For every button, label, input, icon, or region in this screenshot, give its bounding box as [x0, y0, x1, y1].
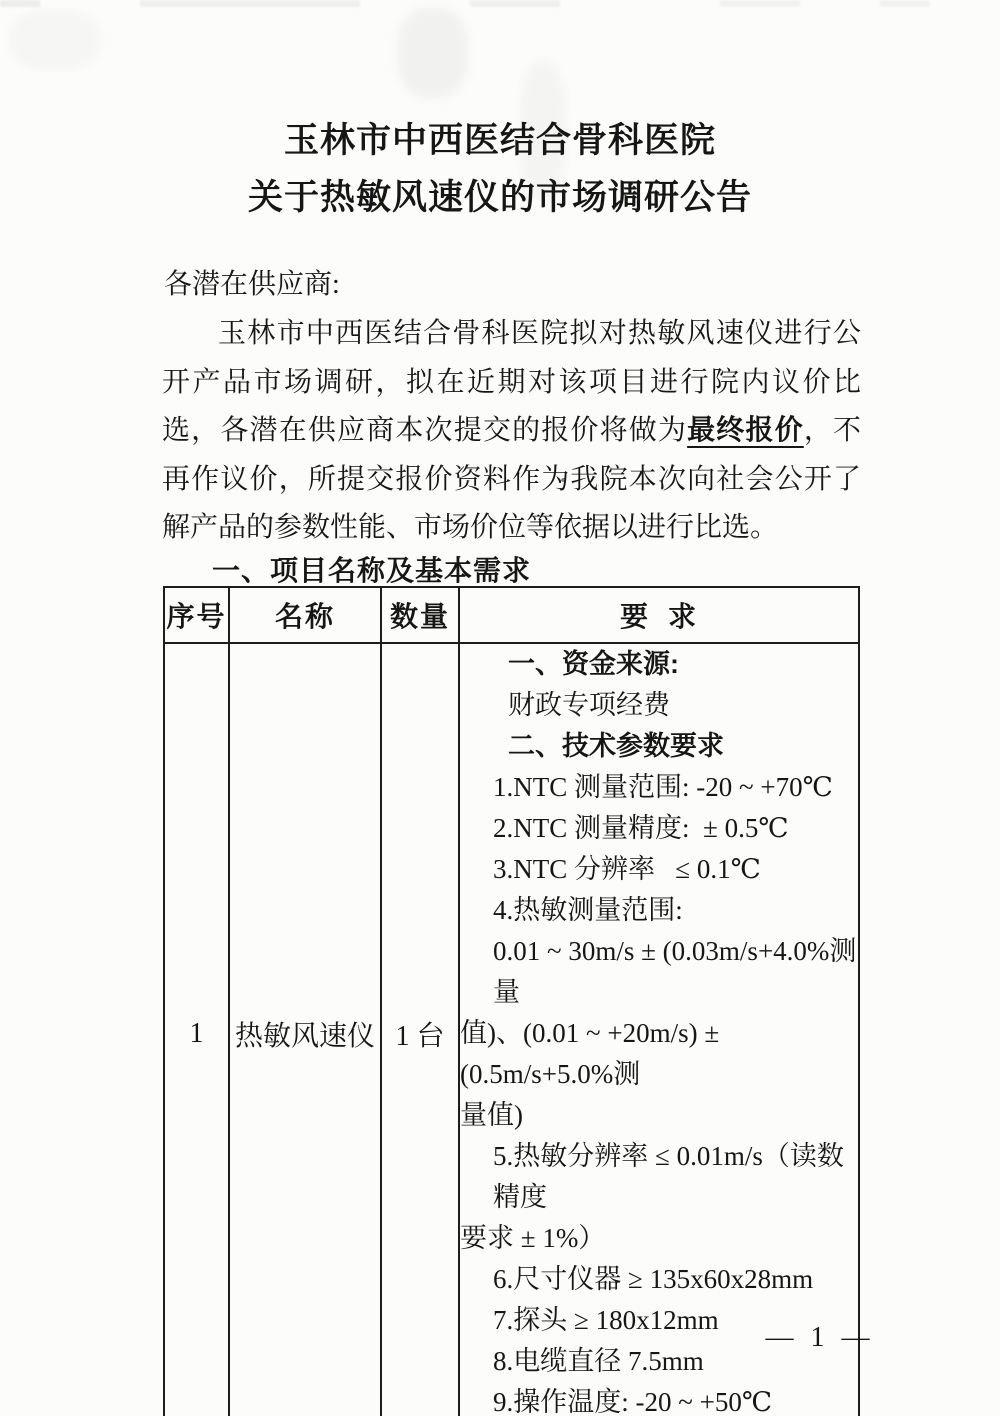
header-index: 序号: [164, 587, 229, 643]
requirement-line: 值)、(0.01 ~ +20m/s) ± (0.5m/s+5.0%测: [460, 1018, 726, 1089]
salutation: 各潜在供应商:: [164, 269, 340, 300]
header-requirements: 要 求: [459, 587, 859, 643]
header-quantity: 数量: [381, 587, 459, 643]
requirement-line: 9.操作温度: -20 ~ +50℃: [493, 1387, 773, 1416]
requirement-line: 0.01 ~ 30m/s ± (0.03m/s+4.0%测量: [493, 936, 857, 1007]
requirement-line: 8.电缆直径 7.5mm: [493, 1346, 704, 1376]
paragraph-text-before: 玉林市中西医结合骨科医院拟对热敏风速仪进行公开产品市场调研，拟在近期对该项目进行院内议价比选，各潜在供应商本次提交的报价将做为: [162, 318, 861, 446]
requirement-line: 一、资金来源:: [508, 649, 679, 679]
requirement-line: 6.尺寸仪器 ≥ 135x60x28mm: [493, 1264, 814, 1294]
page-number: — 1 —: [765, 1322, 875, 1353]
requirement-line: 要求 ± 1%）: [460, 1223, 606, 1253]
scan-artifact: [398, 8, 468, 98]
header-name: 名称: [229, 587, 381, 643]
requirement-line: 1.NTC 测量范围: -20 ~ +70℃: [493, 772, 833, 802]
paragraph-text-after: ，不再作议价，所提交报价资料作为我院本次向社会公开了解产品的参数性能、市场价位等依据以进行比选。: [162, 415, 861, 543]
requirement-line: 量值): [460, 1100, 523, 1130]
cell-index: 1: [164, 643, 229, 1416]
document-title-line1: 玉林市中西医结合骨科医院: [283, 121, 716, 160]
body-paragraph: [162, 310, 861, 553]
requirement-line: 3.NTC 分辨率 ≤ 0.1℃: [493, 854, 761, 884]
requirement-line: 2.NTC 测量精度: ± 0.5℃: [493, 813, 789, 843]
section-heading: 一、项目名称及基本需求: [212, 555, 532, 586]
cell-requirements: [459, 643, 859, 1416]
document-title: [0, 112, 1000, 226]
final-quote-emphasis: 最终报价: [687, 415, 804, 446]
table-row: [164, 643, 859, 1416]
requirements-table: [163, 586, 860, 1416]
cell-quantity: 1 台: [381, 643, 459, 1416]
document-title-line2: 关于热敏风速仪的市场调研公告: [247, 178, 752, 217]
requirement-line: 财政专项经费: [508, 690, 670, 720]
requirement-line: 4.热敏测量范围:: [493, 895, 683, 925]
scan-artifact: [0, 0, 1000, 7]
requirement-line: 5.热敏分辨率 ≤ 0.01m/s（读数精度: [493, 1141, 844, 1212]
table-header-row: [164, 587, 859, 643]
requirement-line: 二、技术参数要求: [508, 731, 724, 761]
requirement-line: 7.探头 ≥ 180x12mm: [493, 1305, 719, 1335]
cell-name: 热敏风速仪: [229, 643, 381, 1416]
scan-artifact: [10, 10, 100, 70]
